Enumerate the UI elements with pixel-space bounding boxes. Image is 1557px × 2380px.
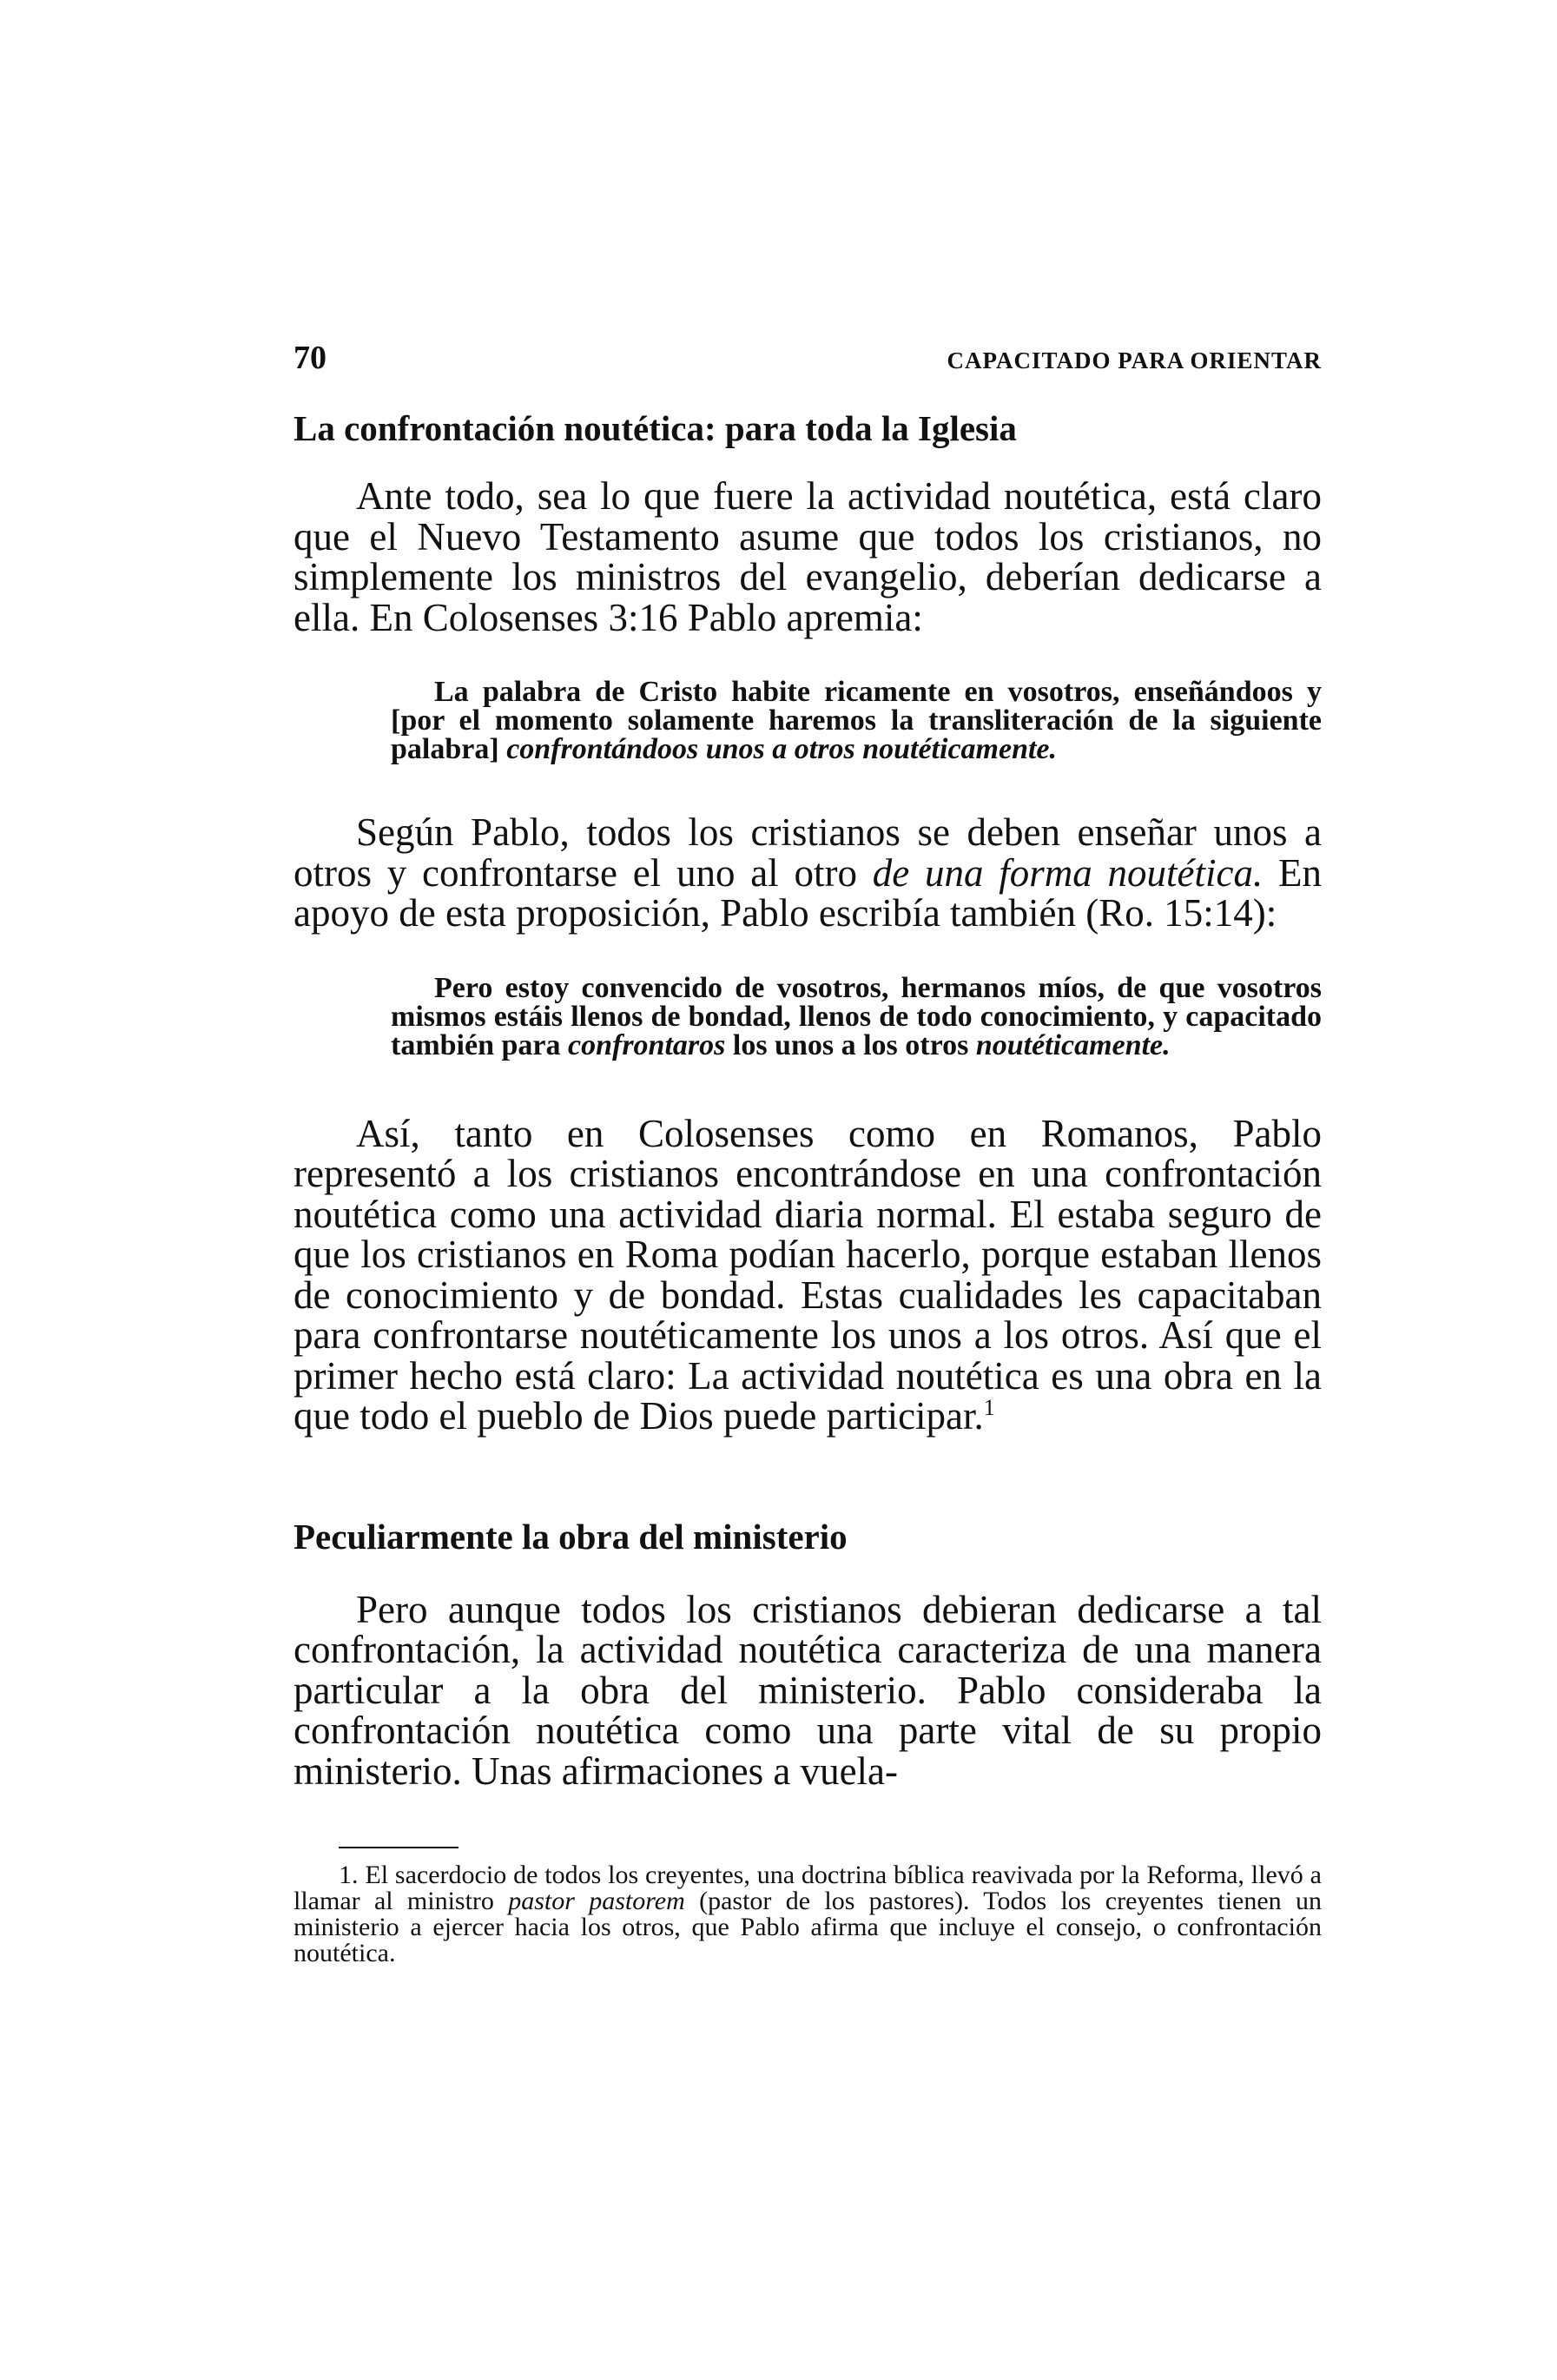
quote-emphasis: confrontaros	[568, 1028, 726, 1061]
body-paragraph	[294, 1111, 1322, 1438]
quote-emphasis: confrontándoos unos a otros noutéticamente.	[506, 733, 1058, 765]
section-heading: Peculiarmente la obra del ministerio	[294, 1516, 848, 1557]
book-page	[294, 339, 1322, 1967]
quote-text: Pero estoy convencido de vosotros, hermanos míos, de que vosotros mismos estáis llenos de bondad, llenos de todo conocimiento, y capacitado también para	[391, 971, 1322, 1061]
footnote-marker: 1	[983, 1395, 995, 1420]
quote-text: La palabra de Cristo habite ricamente en vosotros, enseñándoos y [por el momento solamente haremos la transliteración de la siguiente palabra]	[391, 676, 1322, 765]
footnote-divider	[339, 1847, 459, 1848]
body-paragraph: Pero aunque todos los cristianos debieran dedicarse a tal confrontación, la actividad noutética caracteriza de una manera particular a la obra del ministerio. Pablo consideraba la confrontación noutética como una parte vital de su propio ministerio. Unas afirmaciones a vuela-	[294, 1587, 1322, 1793]
page-number: 70	[294, 340, 327, 376]
running-header	[294, 339, 1322, 382]
paragraph-text: En apoyo de esta proposición, Pablo escribía también (Ro. 15:14):	[294, 850, 1322, 935]
footnote-text: (pastor de los pastores). Todos los creyentes tienen un ministerio a ejercer hacia los otros, que Pablo afirma que incluye el consejo, o confrontación noutética.	[294, 1887, 1322, 1967]
quote-text: los unos a los otros	[725, 1028, 976, 1061]
quote-emphasis: noutéticamente.	[975, 1028, 1171, 1061]
block-quote	[391, 971, 1322, 1061]
body-paragraph: Ante todo, sea lo que fuere la actividad noutética, está claro que el Nuevo Testamento asume que todos los cristianos, no simplemente los ministros del evangelio, deberían dedicarse a ella. En Colosenses 3:16 Pablo apremia:	[294, 474, 1322, 639]
block-quote	[391, 678, 1322, 764]
body-paragraph	[294, 812, 1322, 934]
footnote-emphasis: pastor pastorem	[508, 1887, 685, 1915]
paragraph-text: Así, tanto en Colosenses como en Romanos, Pablo representó a los cristianos encontrándose en una confrontación noutética como una actividad diaria normal. El estaba seguro de que los cristianos en Roma podían hacerlo, porque estaban llenos de conocimiento y de bondad. Estas cualidades les capacitaban para confrontarse noutéticamente los unos a los otros. Así que el primer hecho está claro: La actividad noutética es una obra en la que todo el pueblo de Dios puede participar.	[294, 1111, 1322, 1438]
section-heading: La confrontación noutética: para toda la Iglesia	[294, 408, 1017, 448]
paragraph-emphasis: de una forma noutética.	[872, 850, 1263, 895]
running-title: CAPACITADO PARA ORIENTAR	[947, 347, 1322, 374]
paragraph-text: Según Pablo, todos los cristianos se deben enseñar unos a otros y confrontarse el uno al otro	[294, 810, 1322, 895]
footnote	[294, 1862, 1322, 1967]
footnote-text: 1. El sacerdocio de todos los creyentes, una doctrina bíblica reavivada por la Reforma, llevó a llamar al ministro	[294, 1861, 1322, 1915]
